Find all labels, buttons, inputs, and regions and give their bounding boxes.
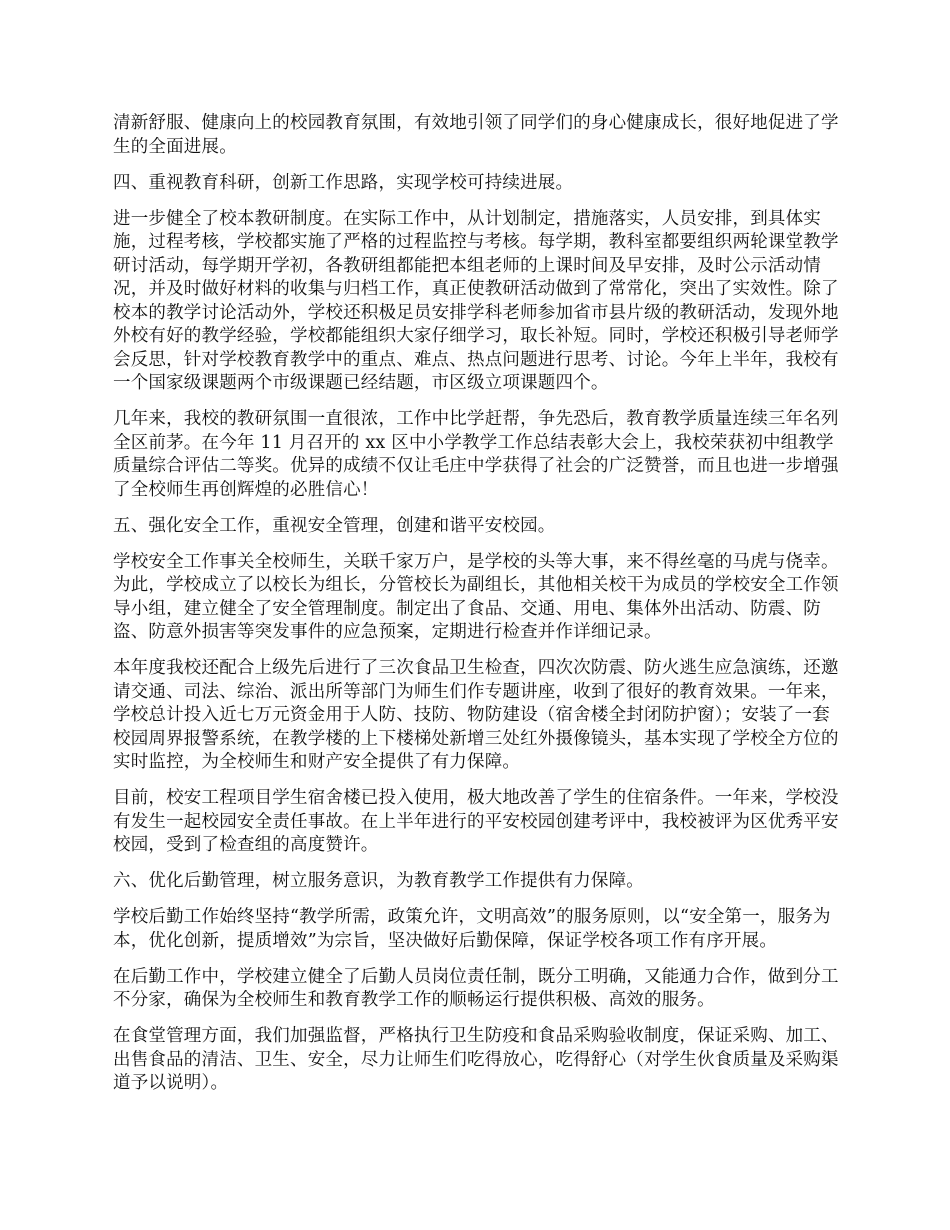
paragraph-research-system: 进一步健全了校本教研制度。在实际工作中，从计划制定，措施落实，人员安排，到具体实施，过程考核，学校都实施了严格的过程监控与考核。每学期，教科室都要组织两轮课堂教学研讨活动，每学期开学初，各教研组都能把本组老师的上课时间及早安排，及时公示活动情况，并及时做好材料的收集与归档工作，真正使教研活动做到了常常化，突出了实效性。除了校本的教学讨论活动外，学校还积极足员安排学科老师参加省市县片级的教研活动，发现外地外校有好的教学经验，学校都能组织大家仔细学习，取长补短。同时，学校还积极引导老师学会反思，针对学校教育教学中的重点、难点、热点问题进行思考、讨论。今年上半年，我校有一个国家级课题两个市级课题已经结题，市区级立项课题四个。 [113,208,839,393]
paragraph-continuation: 清新舒服、健康向上的校园教育氛围，有效地引领了同学们的身心健康成长，很好地促进了学生的全面进展。 [113,113,839,157]
section-heading-logistics: 六、优化后勤管理，树立服务意识，为教育教学工作提供有力保障。 [113,871,644,891]
section-heading-safety: 五、强化安全工作，重视安全管理，创建和谐平安校园。 [113,515,556,536]
section-heading-research: 四、重视教育科研，创新工作思路，实现学校可持续进展。 [113,172,574,193]
document-page [113,112,843,1108]
paragraph-logistics-responsibility: 在后勤工作中，学校建立健全了后勤人员岗位责任制，既分工明确，又能通力合作，做到分工不分家，确保为全校师生和教育教学工作的顺畅运行提供积极、高效的服务。 [113,966,839,1010]
paragraph-safety-results: 目前，校安工程项目学生宿舍楼已投入使用，极大地改善了学生的住宿条件。一年来，学校没有发生一起校园安全责任事故。在上半年进行的平安校园创建考评中，我校被评为区优秀平安校园，受到了检查组的高度赞许。 [113,788,839,855]
paragraph-logistics-principle: 学校后勤工作始终坚持“教学所需，政策允许，文明高效”的服务原则，以“安全第一，服务为本，优化创新，提质增效”为宗旨，坚决做好后勤保障，保证学校各项工作有序开展。 [113,907,831,951]
paragraph-safety-measures: 本年度我校还配合上级先后进行了三次食品卫生检查，四次次防震、防火逃生应急演练，还邀请交通、司法、综治、派出所等部门为师生们作专题讲座，收到了很好的教育效果。一年来，学校总计投入近七万元资金用于人防、技防、物防建设（宿舍楼全封闭防护窗）；安装了一套校园周界报警系统，在教学楼的上下楼梯处新增三处红外摄像镜头，基本实现了学校全方位的实时监控，为全校师生和财产安全提供了有力保障。 [113,658,839,772]
paragraph-safety-organization: 学校安全工作事关全校师生，关联千家万户，是学校的头等大事，来不得丝毫的马虎与侥幸。为此，学校成立了以校长为组长，分管校长为副组长，其他相关校干为成员的学校安全工作领导小组，建立健全了安全管理制度。制定出了食品、交通、用电、集体外出活动、防震、防盗、防意外损害等突发事件的应急预案，定期进行检查并作详细记录。 [113,551,839,642]
paragraph-canteen-management: 在食堂管理方面，我们加强监督，严格执行卫生防疫和食品采购验收制度，保证采购、加工、出售食品的清洁、卫生、安全，尽力让师生们吃得放心，吃得舒心（对学生伙食质量及采购渠道予以说明）。 [113,1026,839,1093]
paragraph-research-results: 几年来，我校的教研氛围一直很浓，工作中比学赶帮，争先恐后，教育教学质量连续三年名列全区前茅。在今年 11 月召开的 xx 区中小学教学工作总结表彰大会上，我校荣获初中组教学质量综合评估二等奖。优异的成绩不仅让毛庄中学获得了社会的广泛赞誉，而且也进一步增强了全校师生再创辉煌的必胜信心！ [113,409,839,500]
